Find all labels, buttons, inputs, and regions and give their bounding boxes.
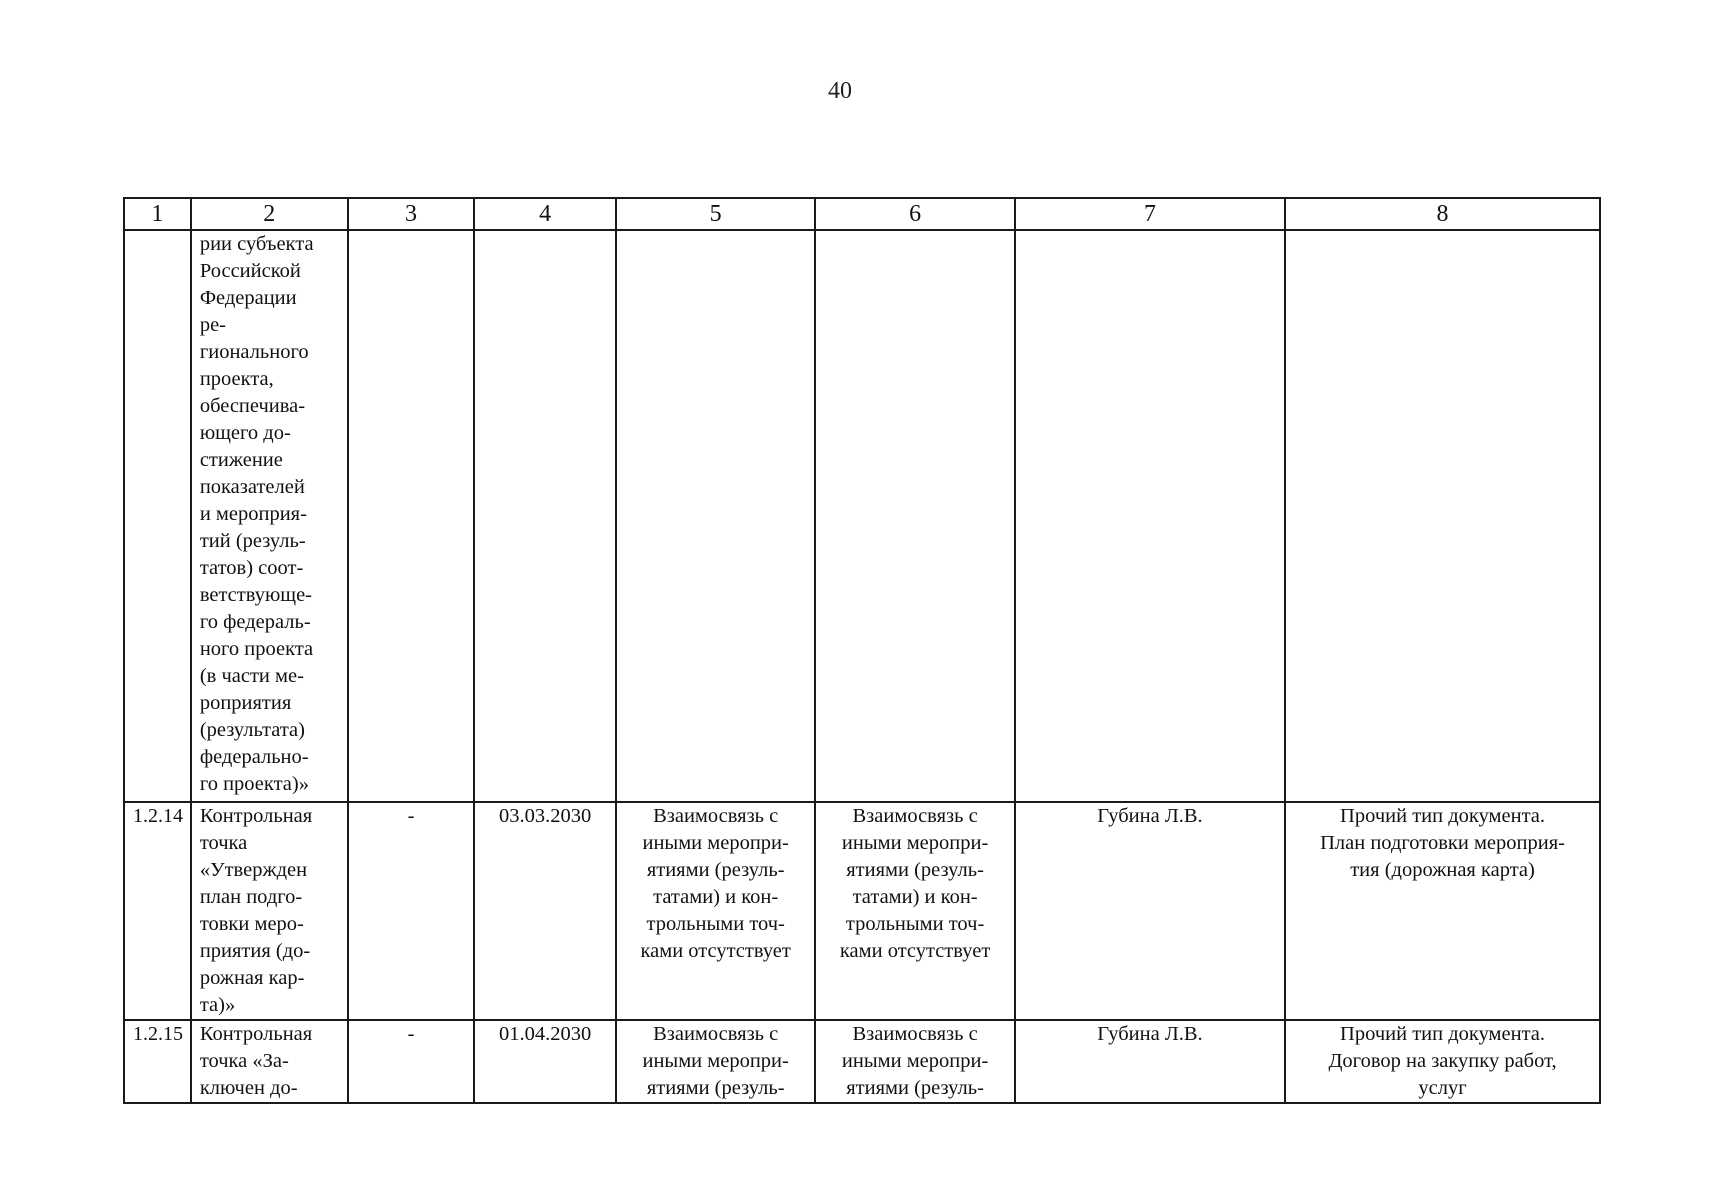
text-line: та)» xyxy=(199,994,236,1016)
text-line: точка xyxy=(199,832,248,854)
text-line: проекта, xyxy=(199,368,274,390)
text-line: рии субъекта xyxy=(199,233,314,255)
text-line: Взаимосвязь с xyxy=(852,805,978,827)
text-line: Федерации xyxy=(199,287,297,309)
text-line: и мероприя- xyxy=(199,503,307,525)
text-line: го проекта)» xyxy=(199,773,309,795)
text-line: Договор на закупку работ, xyxy=(1328,1050,1557,1072)
text-line: ре- xyxy=(199,314,226,336)
text-line: ного проекта xyxy=(199,638,314,660)
continuation-cell-8 xyxy=(1285,230,1600,802)
text-line: федерально- xyxy=(199,746,309,768)
text-line: ключен до- xyxy=(199,1077,298,1099)
continuation-row xyxy=(124,230,1600,802)
row-col3: - xyxy=(348,1020,475,1103)
text-line: ятиями (резуль- xyxy=(846,859,984,881)
text-line: услуг xyxy=(1418,1077,1467,1099)
text-line: товки меро- xyxy=(199,913,304,935)
row-number: 1.2.15 xyxy=(124,1020,191,1103)
text-line: иными меропри- xyxy=(841,1050,989,1072)
column-number-row xyxy=(124,198,1600,230)
column-header-1: 1 xyxy=(124,198,191,230)
text-line: План подготовки мероприя- xyxy=(1320,832,1565,854)
text-line: ветствующе- xyxy=(199,584,312,606)
page-number: 40 xyxy=(828,78,852,104)
text-line: татами) и кон- xyxy=(653,886,779,908)
text-line: Контрольная xyxy=(199,805,313,827)
row-relationships xyxy=(616,802,815,1020)
row-name xyxy=(191,802,348,1020)
text-line: Взаимосвязь с xyxy=(852,1023,978,1045)
column-header-7: 7 xyxy=(1015,198,1285,230)
table-row xyxy=(124,802,1600,1020)
text-line: го федераль- xyxy=(199,611,311,633)
row-document xyxy=(1285,802,1600,1020)
row-number: 1.2.14 xyxy=(124,802,191,1020)
text-line: ками отсутствует xyxy=(640,940,791,962)
column-header-8: 8 xyxy=(1285,198,1600,230)
text-line: ятиями (резуль- xyxy=(646,859,785,881)
row-col3: - xyxy=(348,802,475,1020)
text-line: ятиями (резуль- xyxy=(646,1077,785,1099)
continuation-cell-7 xyxy=(1015,230,1285,802)
text-line: ющего до- xyxy=(199,422,291,444)
text-line: иными меропри- xyxy=(642,1050,789,1072)
text-line: татами) и кон- xyxy=(852,886,978,908)
continuation-cell-5 xyxy=(616,230,815,802)
text-line: гионального xyxy=(199,341,309,363)
text-line: показателей xyxy=(199,476,305,498)
row-responsible: Губина Л.В. xyxy=(1015,1020,1285,1103)
text-line: тия (дорожная карта) xyxy=(1350,859,1535,881)
column-header-6: 6 xyxy=(815,198,1014,230)
text-line: трольными точ- xyxy=(845,913,985,935)
continuation-num-cell xyxy=(124,230,191,802)
text-line: роприятия xyxy=(199,692,292,714)
row-responsible: Губина Л.В. xyxy=(1015,802,1285,1020)
text-line: татов) соот- xyxy=(199,557,304,579)
continuation-cell-3 xyxy=(348,230,475,802)
plan-table xyxy=(123,197,1601,1104)
row-name xyxy=(191,1020,348,1103)
text-line: стижение xyxy=(199,449,283,471)
text-line: ятиями (резуль- xyxy=(846,1077,984,1099)
text-line: Взаимосвязь с xyxy=(653,1023,779,1045)
text-line: Прочий тип документа. xyxy=(1340,1023,1546,1045)
row-relationships-2 xyxy=(815,1020,1014,1103)
text-line: обеспечива- xyxy=(199,395,306,417)
text-line: (в части ме- xyxy=(199,665,304,687)
text-line: ками отсутствует xyxy=(839,940,991,962)
text-line: трольными точ- xyxy=(646,913,785,935)
text-line: Прочий тип документа. xyxy=(1340,805,1546,827)
row-date: 03.03.2030 xyxy=(474,802,616,1020)
text-line: рожная кар- xyxy=(199,967,305,989)
text-line: Контрольная xyxy=(199,1023,313,1045)
text-line: точка «За- xyxy=(199,1050,289,1072)
row-relationships-2 xyxy=(815,802,1014,1020)
row-document xyxy=(1285,1020,1600,1103)
text-line: Взаимосвязь с xyxy=(653,805,779,827)
continuation-cell-4 xyxy=(474,230,616,802)
column-header-3: 3 xyxy=(348,198,475,230)
column-header-5: 5 xyxy=(616,198,815,230)
continuation-name-cell xyxy=(191,230,348,802)
text-line: тий (резуль- xyxy=(199,530,306,552)
continuation-cell-6 xyxy=(815,230,1014,802)
column-header-4: 4 xyxy=(474,198,616,230)
text-line: Российской xyxy=(199,260,301,282)
table-row xyxy=(124,1020,1600,1103)
row-relationships xyxy=(616,1020,815,1103)
text-line: иными меропри- xyxy=(841,832,989,854)
text-line: иными меропри- xyxy=(642,832,789,854)
text-line: «Утвержден xyxy=(199,859,308,881)
row-date: 01.04.2030 xyxy=(474,1020,616,1103)
text-line: приятия (до- xyxy=(199,940,311,962)
text-line: (результата) xyxy=(199,719,305,741)
column-header-2: 2 xyxy=(191,198,348,230)
text-line: план подго- xyxy=(199,886,303,908)
